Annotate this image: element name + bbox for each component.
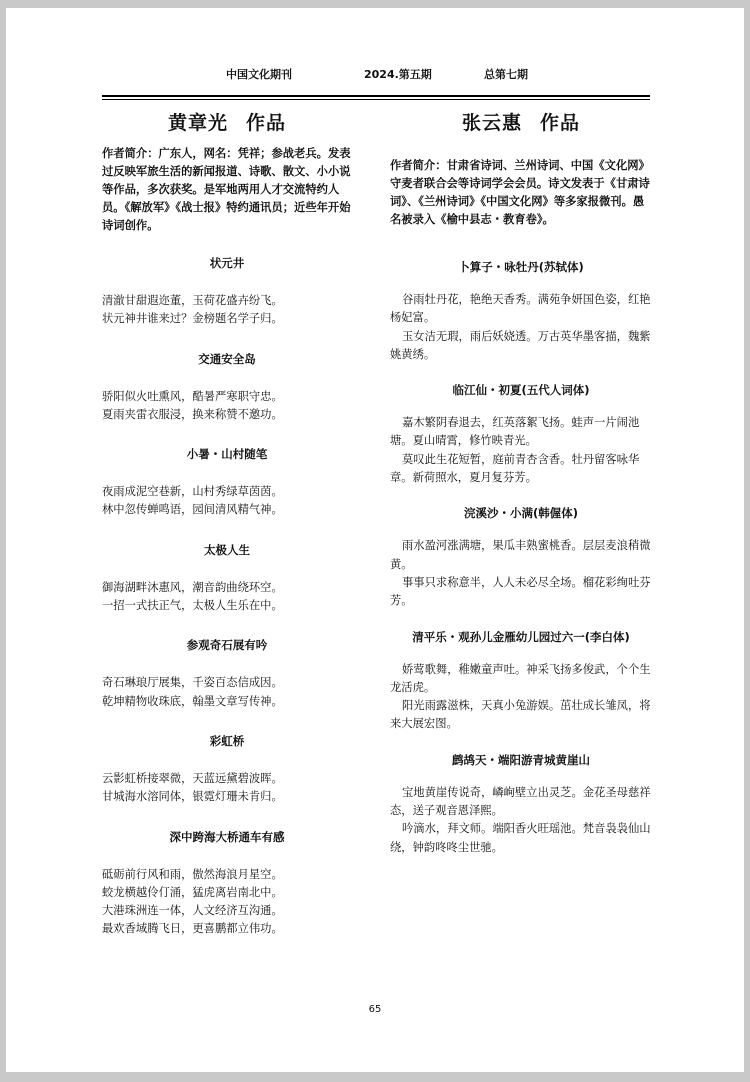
poem-line: 谷雨牡丹花，艳绝天香秀。满苑争妍国色姿，红艳杨妃富。: [390, 293, 651, 325]
poem-line: 甘城海水溶同体，银霓灯珊未肯归。: [102, 790, 283, 804]
poem-title: 交通安全岛: [198, 351, 256, 366]
poem-line: 骄阳似火吐熏风，酷暑严寒职守忠。: [102, 389, 283, 403]
author-heading: [390, 108, 652, 135]
poem-title: 深中跨海大桥通车有感: [169, 829, 285, 844]
works-label: 作品: [246, 112, 287, 134]
issue-label: 2024.第五期: [364, 68, 432, 81]
poem-line: 大港珠洲连一体，人文经济互沟通。: [102, 904, 283, 918]
poem-line: 阳光雨露滋株，天真小兔游娱。茁壮成长雏凤，将来大展宏图。: [390, 699, 651, 731]
poem-line: 莫叹此生花短暂，庭前青杏含香。牡丹留客咏华章。新荷照水，夏月复芬芳。: [390, 452, 640, 485]
total-issue-label: 总第七期: [484, 68, 528, 81]
header-rule-thin: [102, 99, 650, 100]
author-bio: 作者简介：广东人，网名：凭祥；参战老兵。发表过反映军旅生活的新闻报道、诗歌、散文、小小说等作品，多次获奖。是军地两用人才交流特约人员。《解放军》《战士报》特约通讯员；近些年开始诗词创作。: [102, 147, 351, 232]
works-label: 作品: [540, 112, 581, 134]
poem-line: 嘉木繁阴春退去，红英落絮飞扬。蛙声一片闹池塘。夏山晴霄，修竹映青光。: [390, 416, 640, 448]
poem-title: 清平乐・观孙儿金雁幼儿园过六一(李白体): [412, 629, 630, 644]
poem-line: 乾坤精物收珠底，翰墨文章写传神。: [102, 694, 283, 708]
poem-line: 奇石琳琅厅展集，千姿百态信成因。: [102, 676, 283, 690]
right-column: [390, 104, 652, 857]
journal-name: 中国文化期刊: [226, 68, 292, 81]
poem-line: 夜雨成泥空巷新，山村秀绿草茵茵。: [102, 485, 283, 499]
poem-title: 临江仙・初夏(五代人词体): [452, 383, 590, 398]
author-heading: [102, 108, 352, 135]
poem-title: 小暑・山村随笔: [186, 447, 268, 462]
poem-line: 清澈甘甜遐迩董，玉荷花盛卉纷飞。: [102, 294, 283, 307]
author-name: 张云惠: [461, 112, 522, 134]
poem-line: 砥砺前行风和雨，傲然海浪月星空。: [102, 867, 283, 881]
page: [6, 8, 744, 1072]
poem-line: 最欢香域腾飞日，更喜鹏都立伟功。: [102, 922, 283, 936]
poem-title: 鹧鸪天・端阳游青城黄崖山: [452, 752, 590, 767]
poem-line: 雨水盈河涨满塘，果瓜丰熟蜜桃香。层层麦浪稍微黄。: [390, 539, 651, 571]
poem-line: 云影虹桥接翠微，天蓝远黛碧波晖。: [102, 771, 283, 785]
poem-line: 御海湖畔沐惠风，潮音韵曲绕环空。: [102, 580, 283, 594]
poem-line: 林中忽传蝉鸣语，园间清风精气神。: [102, 503, 283, 517]
author-bio: 作者简介：甘肃省诗词、兰州诗词、中国《文化网》守麦者联合会等诗词学会会员。诗文发表于《甘肃诗词》、《兰州诗词》《中国文化网》等多家报微刊。愚名被录入《榆中县志・教育卷》。: [390, 159, 650, 226]
left-column: [102, 104, 352, 939]
poem-title: 参观奇石展有吟: [186, 638, 268, 653]
poem-line: 娇莺歌舞，稚嫩童声吐。神采飞扬多俊武，个个生龙活虎。: [390, 662, 651, 694]
poem-line: 事事只求称意半，人人未必尽全场。榴花彩绚吐芬芳。: [390, 575, 651, 608]
header-rule: [102, 95, 650, 97]
poem-title: 太极人生: [204, 542, 250, 557]
poem-line: 吟滴水，拜文师。端阳香火旺瑶池。梵音袅袅仙山绕，钟韵咚咚尘世驰。: [390, 822, 651, 854]
author-name: 黄章光: [167, 112, 228, 134]
poem-line: 状元神井谁来过？金榜题名学子归。: [102, 312, 283, 326]
poem-line: 玉女洁无瑕，雨后妖娆透。万古英华墨客描，魏紫姚黄绣。: [390, 329, 651, 361]
poem-title: 浣溪沙・小满(韩偓体): [463, 506, 578, 521]
poem-line: 一招一式扶正气，太极人生乐在中。: [102, 599, 283, 613]
page-number: 65: [368, 1004, 382, 1015]
page-header: [6, 66, 744, 86]
poem-title: 彩虹桥: [209, 733, 245, 748]
poem-line: 夏雨夹雷衣服浸，换来称赞不邀功。: [102, 407, 283, 421]
poem-line: 宝地黄崖传说奇，嶙峋壁立出灵芝。金花圣母慈祥态，送子观音恩泽熙。: [390, 785, 651, 818]
poem-title: 状元井: [209, 256, 245, 270]
poem-title: 卜算子・咏牡丹(苏轼体): [458, 260, 584, 274]
poem-line: 蛟龙横越伶仃涌，猛虎离岩南北中。: [102, 885, 283, 899]
